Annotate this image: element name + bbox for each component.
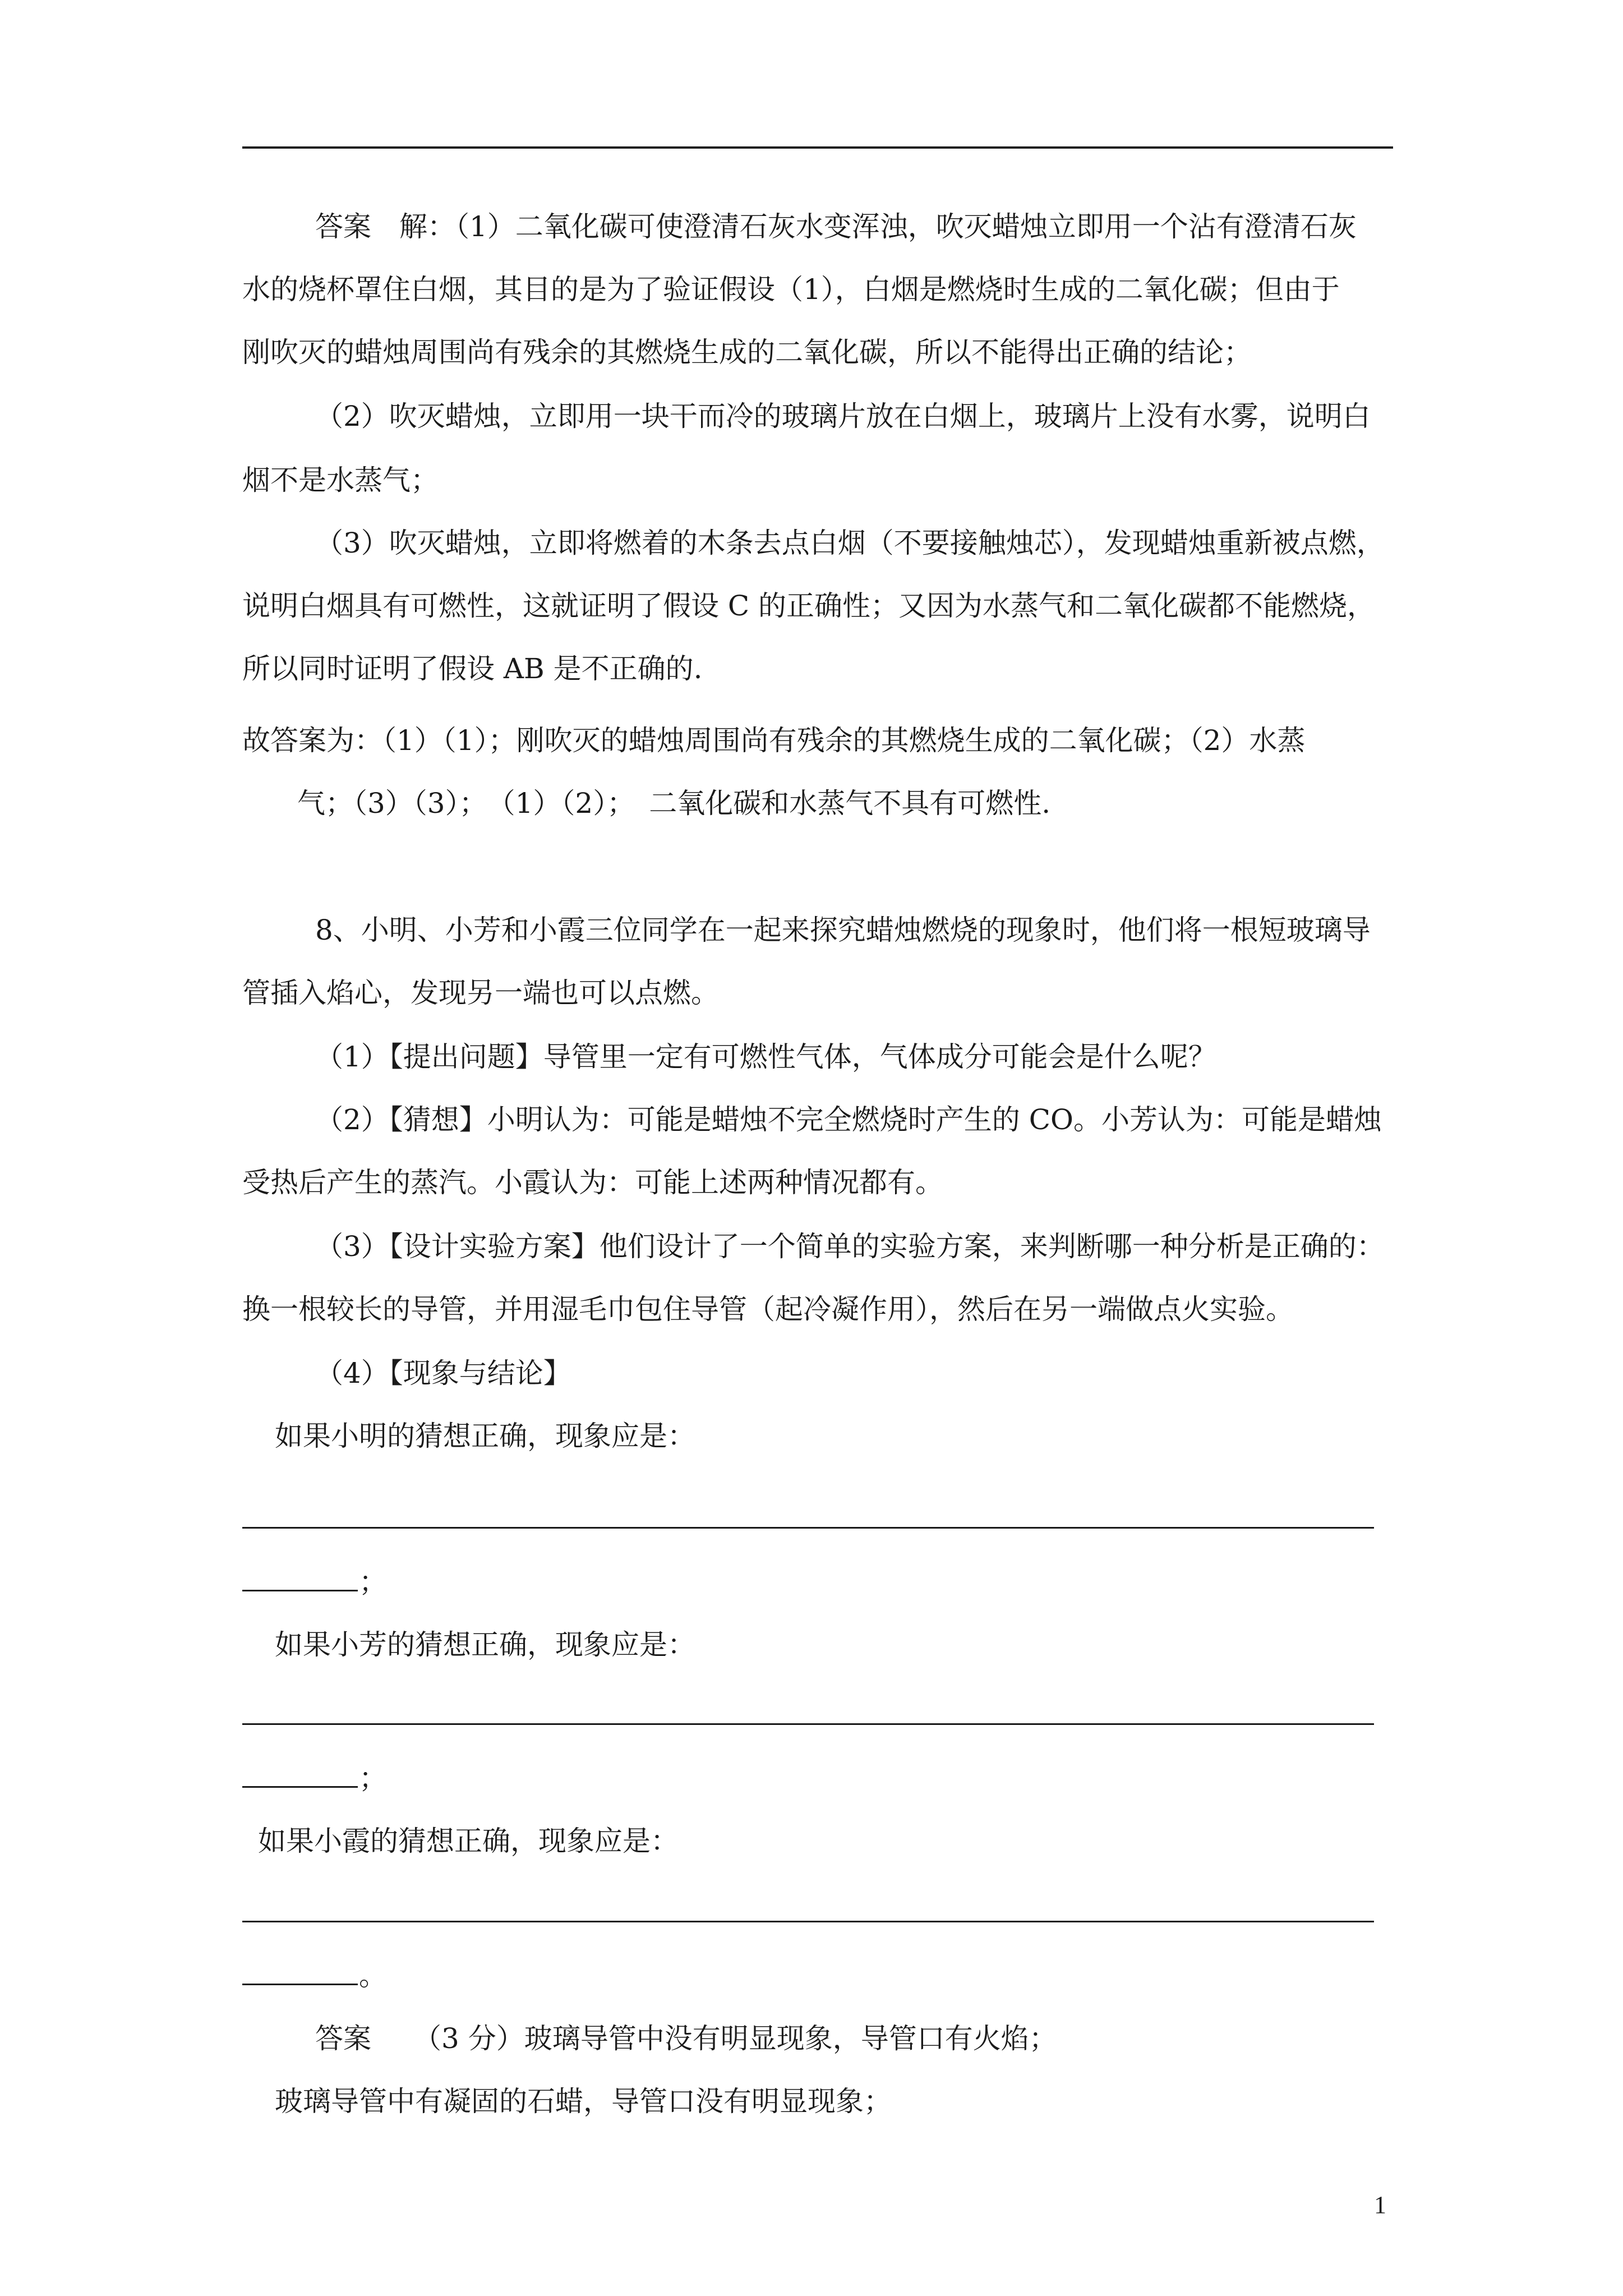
answer-p3-line-3: 所以同时证明了假设 AB 是不正确的. (242, 652, 703, 685)
question8-intro-line-1: 8、小明、小芳和小霞三位同学在一起来探究蜡烛燃烧的现象时，他们将一根短玻璃导 (315, 914, 1371, 946)
blank-2-answer-line[interactable] (242, 1723, 1374, 1725)
blank-2-prompt: 如果小芳的猜想正确，现象应是： (275, 1628, 695, 1661)
blank-3-end: 。 (359, 1959, 387, 1992)
answer-p2-line-1: （2）吹灭蜡烛，立即用一块干而冷的玻璃片放在白烟上，玻璃片上没有水雾，说明白 (315, 400, 1371, 432)
question8-step-2-line-1: （2）【猜想】小明认为：可能是蜡烛不完全燃烧时产生的 CO。小芳认为：可能是蜡烛 (315, 1103, 1382, 1136)
answer-summary-line-2: 气；（3）（3）； （1）（2）； 二氧化碳和水蒸气不具有可燃性. (297, 787, 1051, 820)
answer8-line-1: 答案 （3 分）玻璃导管中没有明显现象，导管口有火焰； (315, 2022, 1057, 2055)
blank-3-answer-line[interactable] (242, 1921, 1374, 1922)
answer-p1-line-3: 刚吹灭的蜡烛周围尚有残余的其燃烧生成的二氧化碳，所以不能得出正确的结论； (242, 336, 1252, 369)
answer-p3-line-2: 说明白烟具有可燃性，这就证明了假设 C 的正确性；又因为水蒸气和二氧化碳都不能燃烧， (242, 590, 1376, 622)
blank-3-answer-tail[interactable] (242, 1984, 358, 1985)
answer-summary-line-1: 故答案为：（1）（1）；刚吹灭的蜡烛周围尚有残余的其燃烧生成的二氧化碳；（2）水蒸 (242, 724, 1306, 757)
page-number: 1 (1374, 2191, 1386, 2219)
answer-p3-line-1: （3）吹灭蜡烛，立即将燃着的木条去点白烟（不要接触烛芯），发现蜡烛重新被点燃， (315, 527, 1385, 559)
answer-p1-line-2: 水的烧杯罩住白烟，其目的是为了验证假设（1），白烟是燃烧时生成的二氧化碳；但由于 (242, 273, 1340, 306)
answer-p2-line-2: 烟不是水蒸气； (242, 464, 439, 496)
blank-2-answer-tail[interactable] (242, 1786, 358, 1788)
blank-1-end: ； (359, 1566, 387, 1598)
blank-1-prompt: 如果小明的猜想正确，现象应是： (275, 1420, 695, 1452)
header-rule (242, 146, 1393, 149)
question8-step-1: （1）【提出问题】导管里一定有可燃性气体，气体成分可能会是什么呢？ (315, 1041, 1216, 1073)
answer-p1-line-1: 答案 解：（1）二氧化碳可使澄清石灰水变浑浊，吹灭蜡烛立即用一个沾有澄清石灰 (315, 210, 1357, 243)
question8-step-3-line-1: （3）【设计实验方案】他们设计了一个简单的实验方案，来判断哪一种分析是正确的： (315, 1230, 1385, 1263)
question8-intro-line-2: 管插入焰心，发现另一端也可以点燃。 (242, 977, 719, 1009)
blank-1-answer-tail[interactable] (242, 1590, 358, 1591)
question8-step-4: （4）【现象与结论】 (315, 1357, 571, 1389)
blank-2-end: ； (359, 1762, 387, 1795)
blank-3-prompt: 如果小霞的猜想正确，现象应是： (258, 1825, 679, 1857)
question8-step-3-line-2: 换一根较长的导管，并用湿毛巾包住导管（起冷凝作用），然后在另一端做点火实验。 (242, 1293, 1294, 1326)
question8-step-2-line-2: 受热后产生的蒸汽。小霞认为：可能上述两种情况都有。 (242, 1166, 943, 1199)
answer8-line-2: 玻璃导管中有凝固的石蜡，导管口没有明显现象； (275, 2085, 892, 2118)
blank-1-answer-line[interactable] (242, 1527, 1374, 1529)
